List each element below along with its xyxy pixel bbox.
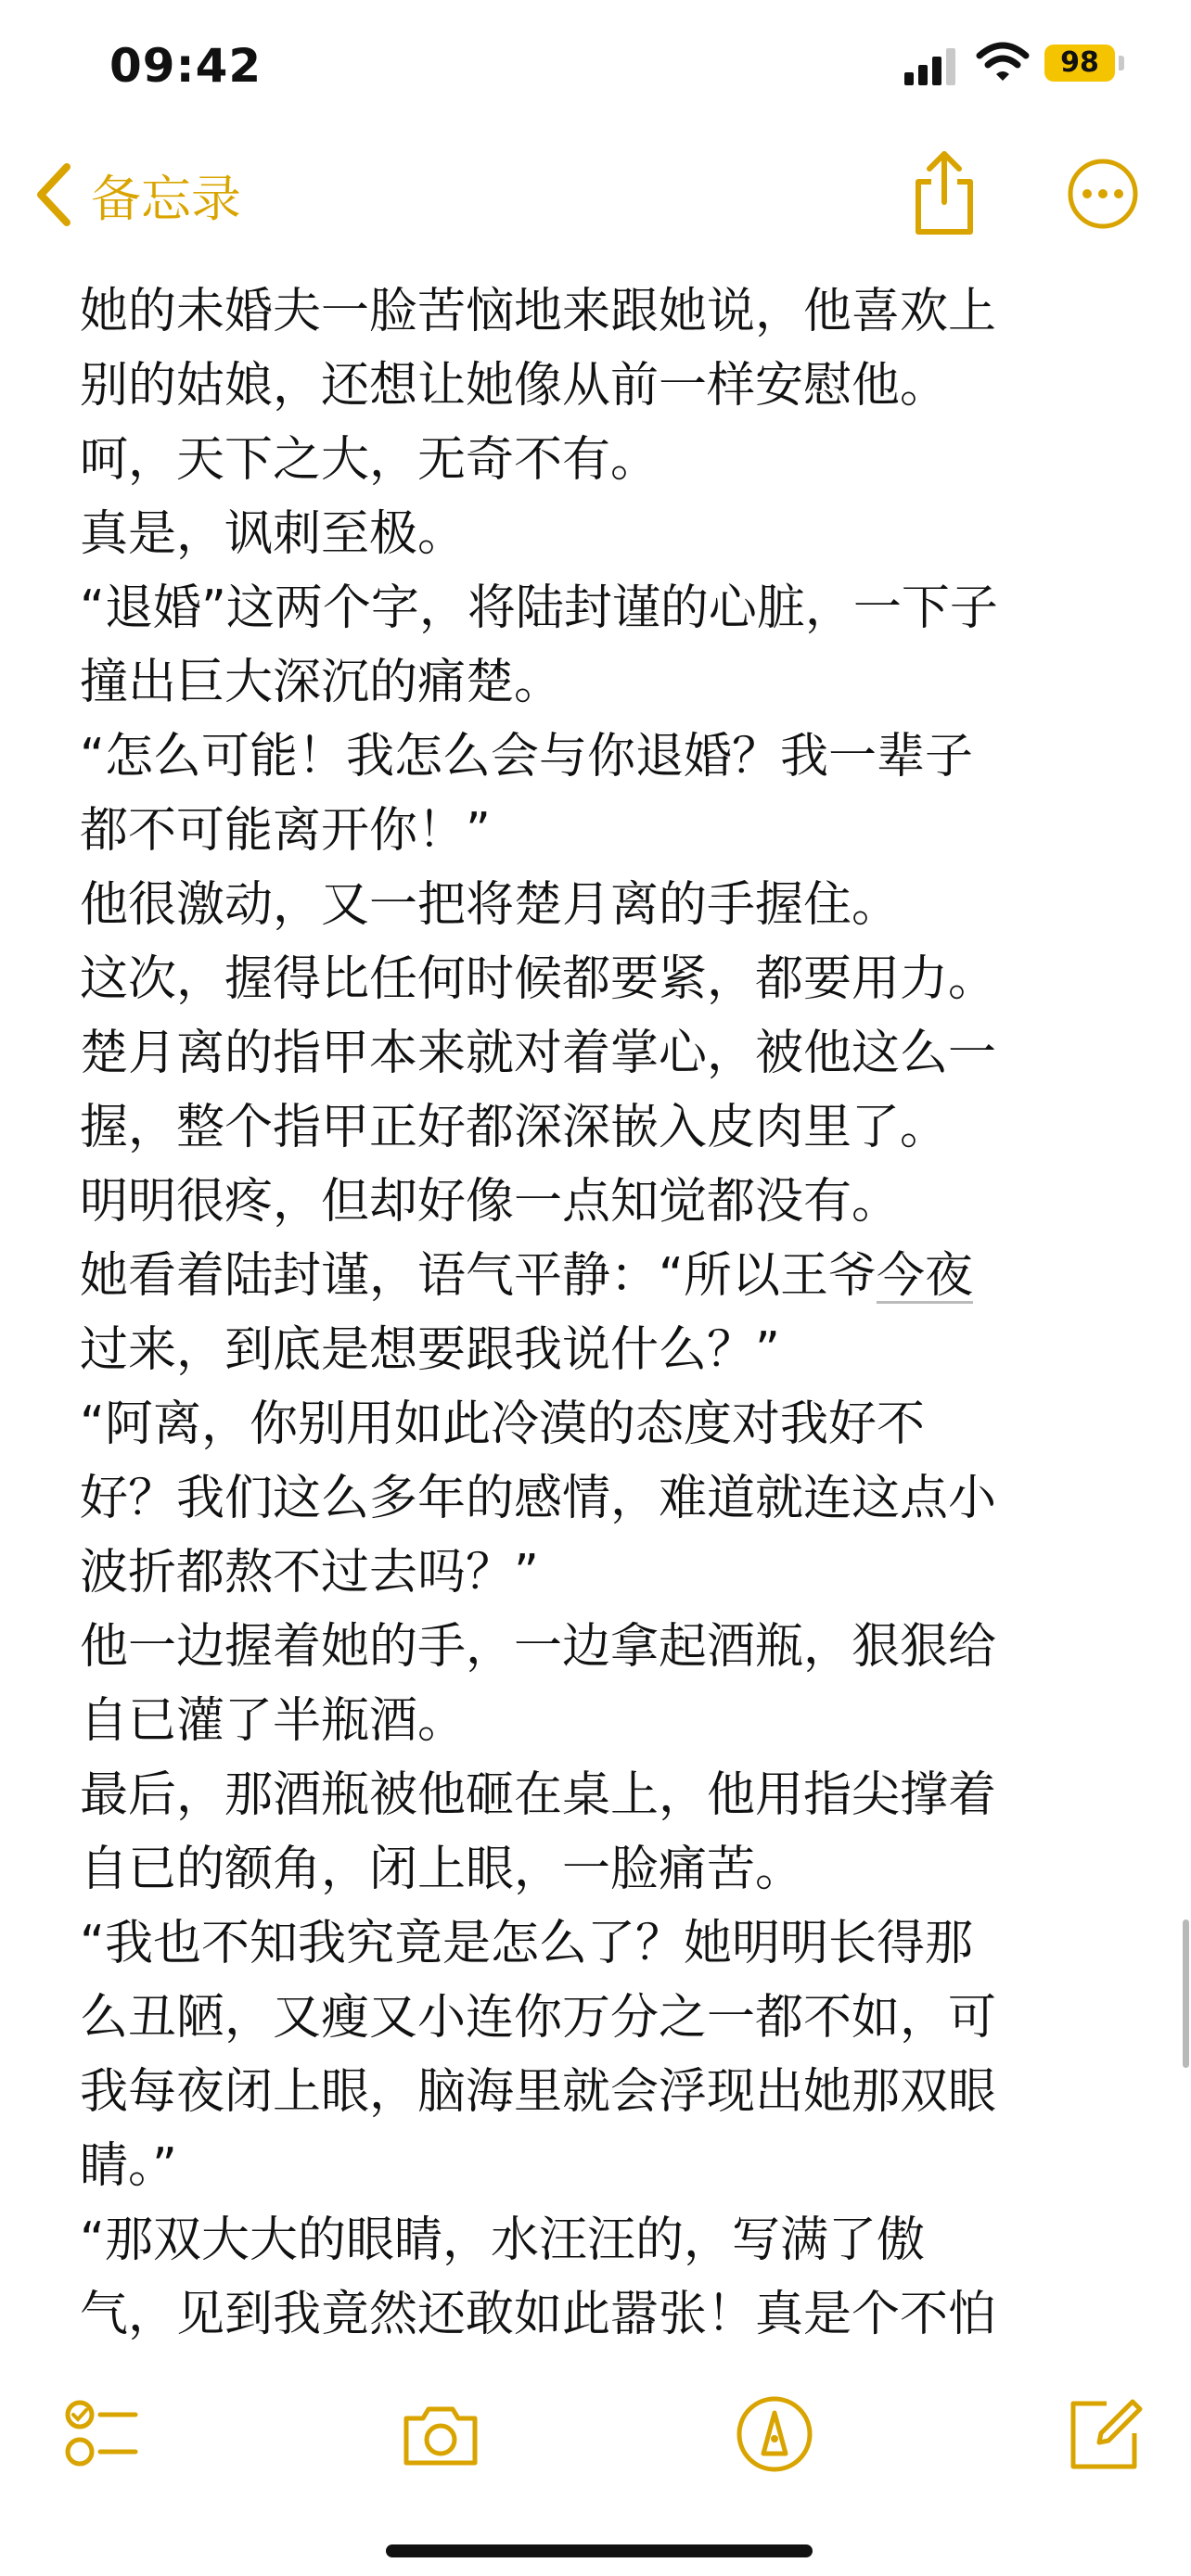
text-line: 气，见到我竟然还敢如此嚣张！真是个不怕: [80, 2287, 997, 2342]
nav-bar: [0, 139, 1191, 250]
checklist-icon: [58, 2392, 141, 2476]
bottom-toolbar: [0, 2374, 1191, 2494]
back-button[interactable]: [32, 158, 241, 232]
text-line: 么丑陋，又瘦又小连你万分之一都不如，可: [80, 1990, 997, 2046]
spellcheck-underlined-word[interactable]: 今夜: [876, 1248, 973, 1304]
markup-button[interactable]: [733, 2392, 816, 2476]
status-time: 09:42: [109, 39, 263, 93]
text-line: [80, 1239, 1128, 1313]
compose-button[interactable]: [1062, 2392, 1146, 2476]
text-line: 明明很疼，但却好像一点知觉都没有。: [80, 1174, 901, 1230]
text-line: 真是，讽刺至极。: [80, 506, 467, 562]
text-line: 呵，天下之大，无奇不有。: [80, 432, 660, 488]
text-line: 波折都熬不过去吗？”: [80, 1545, 539, 1600]
text-line: 最后，那酒瓶被他砸在桌上，他用指尖撑着: [80, 1767, 997, 1823]
chevron-left-icon: [32, 161, 74, 228]
text-line: 他一边握着她的手，一边拿起酒瓶，狠狠给: [80, 1619, 997, 1675]
camera-button[interactable]: [399, 2392, 482, 2476]
status-bar: [0, 0, 1191, 139]
text-line: 自已灌了半瓶酒。: [80, 1693, 467, 1749]
share-icon[interactable]: [909, 148, 980, 237]
text-line: 这次，握得比任何时候都要紧，都要用力。: [80, 951, 997, 1007]
text-line: 好？我们这么多年的感情，难道就连这点小: [80, 1471, 997, 1526]
text-segment: 她看着陆封谨，语气平静：“所以王爷: [80, 1248, 877, 1304]
checklist-button[interactable]: [58, 2392, 141, 2476]
text-line: 她的未婚夫一脸苦恼地来跟她说，他喜欢上: [80, 284, 997, 339]
markup-icon: [733, 2392, 816, 2476]
compose-icon: [1062, 2392, 1146, 2476]
back-label: 备忘录: [91, 169, 241, 228]
text-line: “那双大大的眼睛，水汪汪的，写满了傲: [80, 2213, 925, 2268]
text-line: 撞出巨大深沉的痛楚。: [80, 655, 563, 710]
text-line: 过来，到底是想要跟我说什么？”: [80, 1322, 780, 1378]
battery-cap: [1119, 56, 1124, 70]
cellular-signal-icon: [904, 46, 956, 85]
text-line: “我也不知我究竟是怎么了？她明明长得那: [80, 1916, 973, 1971]
note-body[interactable]: [80, 274, 1128, 2352]
home-indicator[interactable]: [386, 2544, 813, 2557]
text-line: 握，整个指甲正好都深深嵌入皮肉里了。: [80, 1100, 949, 1155]
text-line: 睛。”: [80, 2138, 177, 2194]
wifi-icon: [976, 41, 1030, 83]
text-line: 都不可能离开你！”: [80, 803, 491, 859]
text-line: 楚月离的指甲本来就对着掌心，被他这么一: [80, 1026, 997, 1081]
text-line: “退婚”这两个字，将陆封谨的心脏，一下子: [80, 580, 998, 636]
text-line: 我每夜闭上眼，脑海里就会浮现出她那双眼: [80, 2064, 997, 2120]
battery-level: 98: [1044, 45, 1115, 82]
text-line: “阿离，你别用如此冷漠的态度对我好不: [80, 1396, 925, 1452]
scrollbar[interactable]: [1183, 1919, 1189, 2068]
more-icon[interactable]: [1067, 158, 1139, 230]
camera-icon: [399, 2392, 482, 2476]
text-line: 他很激动，又一把将楚月离的手握住。: [80, 877, 901, 933]
text-line: 别的姑娘，还想让她像从前一样安慰他。: [80, 358, 949, 414]
text-line: “怎么可能！我怎么会与你退婚？我一辈子: [80, 729, 973, 784]
text-line: 自已的额角，闭上眼，一脸痛苦。: [80, 1842, 804, 1897]
